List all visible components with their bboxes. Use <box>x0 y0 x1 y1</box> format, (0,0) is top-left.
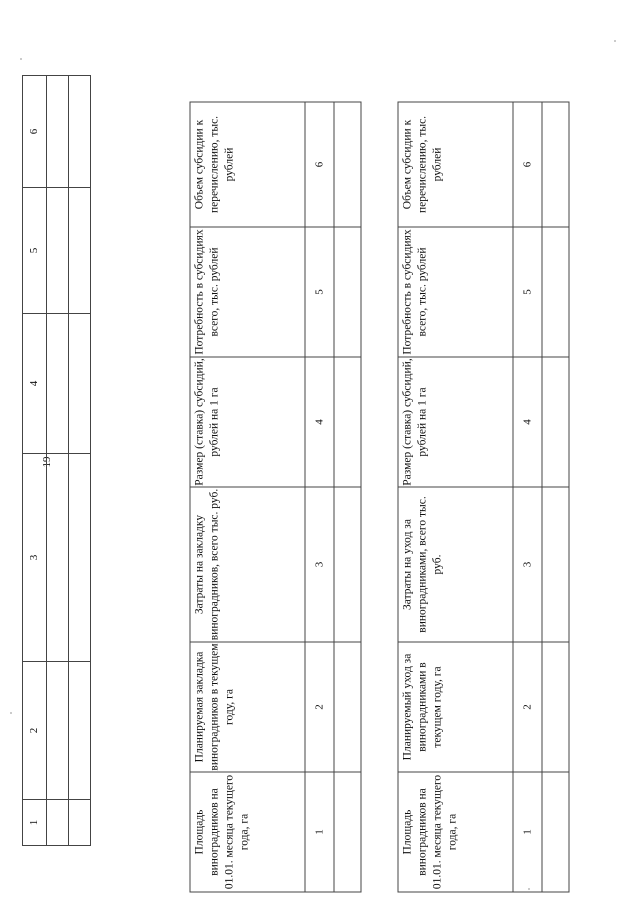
col-number: 5 <box>513 227 542 357</box>
col-number-6: 6 <box>23 76 47 188</box>
header-need: Потребность в субсидиях всего, тыс. рублей <box>190 227 305 357</box>
header-costs: Затраты на уход за виноградниками, всего тыс. руб. <box>398 487 513 642</box>
header-planned: Планируемый уход за виноградниками в текущем году, га <box>398 642 513 772</box>
header-rate: Размер (ставка) субсидий, рублей на 1 га <box>398 357 513 487</box>
col-number: 4 <box>305 357 334 487</box>
col-number: 6 <box>305 102 334 227</box>
scan-speck <box>10 712 12 714</box>
table-row <box>69 76 91 846</box>
header-volume: Объем субсидии к перечислению, тыс. рублей <box>190 102 305 227</box>
col-number: 4 <box>513 357 542 487</box>
header-rate: Размер (ставка) субсидий, рублей на 1 га <box>190 357 305 487</box>
col-number-1: 1 <box>23 800 47 846</box>
col-number-3: 3 <box>23 454 47 662</box>
care-table <box>398 103 565 893</box>
col-number-2: 2 <box>23 662 47 800</box>
scan-speck <box>614 40 616 42</box>
header-area: Площадь виноградников на 01.01. месяца текущего года, га <box>398 772 513 892</box>
col-number: 6 <box>513 102 542 227</box>
col-number: 2 <box>513 642 542 772</box>
col-number: 1 <box>513 772 542 892</box>
col-number: 5 <box>305 227 334 357</box>
col-number: 3 <box>305 487 334 642</box>
col-number: 1 <box>305 772 334 892</box>
header-need: Потребность в субсидиях всего, тыс. рублей <box>398 227 513 357</box>
page-number: 19 <box>41 456 53 468</box>
header-planned: Планируемая закладка виноградников в текущем году, га <box>190 642 305 772</box>
planting-table <box>190 103 357 893</box>
scan-speck <box>528 888 530 890</box>
numbering-table <box>22 76 112 846</box>
header-volume: Объем субсидии к перечислению, тыс. рублей <box>398 102 513 227</box>
table-row <box>47 76 69 846</box>
header-area: Площадь виноградников на 01.01. месяца текущего года, га <box>190 772 305 892</box>
col-number-4: 4 <box>23 314 47 454</box>
table-row <box>334 102 361 892</box>
table-row <box>542 102 569 892</box>
col-number-5: 5 <box>23 188 47 314</box>
header-costs: Затраты на закладку виноградников, всего тыс. руб. <box>190 487 305 642</box>
col-number: 2 <box>305 642 334 772</box>
col-number: 3 <box>513 487 542 642</box>
scan-speck <box>20 58 22 60</box>
